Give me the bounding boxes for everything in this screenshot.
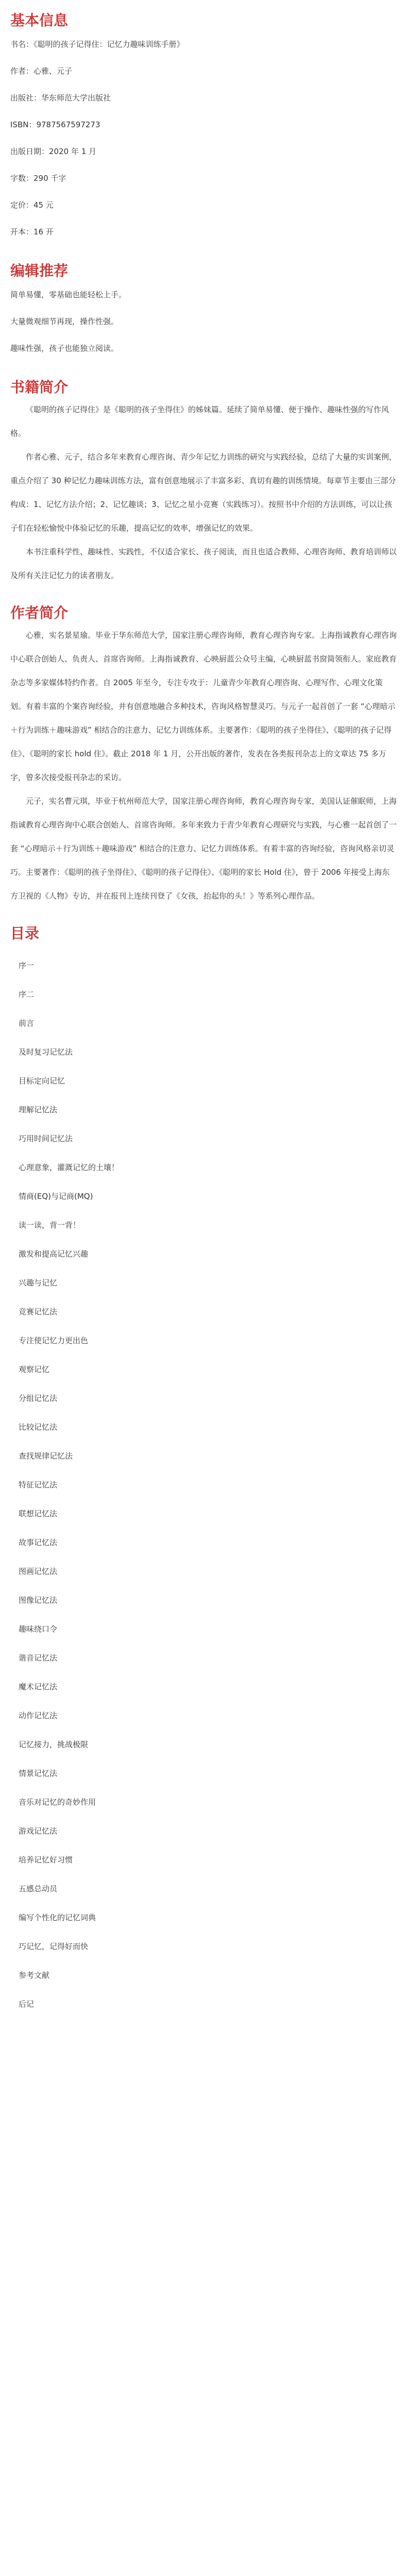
toc-item[interactable]: 故事记忆法 [19,1538,58,1547]
intro-paragraph: 作者心雅、元子，结合多年来教育心理咨询、青少年记忆力训练的研究与实践经验，总结了大量的实训案例，重点介绍了 30 种记忆力趣味训练方法，富有创意地展示了丰富多彩、真切有趣的训练情境。每章节主要由三部分构成：1、记忆方法介绍；2、记忆趣谈；3、记忆之星小竞赛（实践练习）。按照书中介绍的方法训练，可以让孩子们在轻松愉悦中体验记忆的乐趣，提高记忆的效率，增强记忆的效果。 [10,452,397,533]
toc-item[interactable]: 激发和提高记忆兴趣 [19,1249,89,1259]
word-count-line: 字数：290 千字 [10,174,66,183]
author-paragraph: 元子，实名曹元琪，毕业于杭州师范大学，国家注册心理咨询师，教育心理咨询专家，美国认证催眠师，上海指诚教育心理咨询中心联合创始人、首席咨询师。多年来致力于青少年教育心理研究与实践，与心雅一起首创了一套 “心理暗示＋行为训练＋趣味游戏” 相结合的注意力、记忆力训练体系。有着丰富的咨询经验，咨询风格亲切灵巧。主要著作：《聪明的孩子坐得住》、《聪明的孩子记得住》、《聪明的家长 Hold 住》，曾于 2006 年接受上海东方卫视的《人物》专访，并在报刊上连续刊登了《女孩，抬起你的头！》等系列心理作品。 [10,796,397,901]
toc-item[interactable]: 心理意象，灌溉记忆的土壤！ [19,1163,120,1172]
toc-item[interactable]: 动作记忆法 [19,1711,58,1720]
toc-item[interactable]: 比较记忆法 [19,1422,58,1432]
price-line: 定价：45 元 [10,200,54,210]
basic-info-section [10,10,397,245]
book-intro-heading: 书籍简介 [10,379,69,396]
toc-item[interactable]: 专注使记忆力更出色 [19,1336,89,1345]
toc-item[interactable]: 参考文献 [19,1971,50,1980]
toc-item[interactable]: 目标定向记忆 [19,1076,65,1086]
toc-item[interactable]: 特征记忆法 [19,1480,58,1489]
toc-item[interactable]: 竞赛记忆法 [19,1307,58,1316]
intro-paragraph: 本书注重科学性、趣味性、实践性，不仅适合家长、孩子阅读，而且也适合教师、心理咨询师、教育培训师以及所有关注记忆力的读者朋友。 [10,547,397,580]
toc-item[interactable]: 五感总动员 [19,1884,58,1893]
toc-item[interactable]: 巧用时间记忆法 [19,1134,73,1143]
publisher-line: 出版社：华东师范大学出版社 [10,93,111,103]
toc-item[interactable]: 后记 [19,1999,35,2009]
toc-item[interactable]: 游戏记忆法 [19,1826,58,1836]
toc-item[interactable]: 图像记忆法 [19,1596,58,1605]
toc-section [10,923,397,2019]
toc-item[interactable]: 图画记忆法 [19,1567,58,1576]
page [0,10,407,2019]
toc-heading: 目录 [10,925,40,942]
toc-item[interactable]: 趣味绕口令 [19,1624,58,1634]
toc-item[interactable]: 情商(EQ)与记商(MQ) [19,1192,93,1201]
toc-item[interactable]: 前言 [19,1019,35,1028]
toc-item[interactable]: 魔术记忆法 [19,1682,58,1691]
author-intro-section [10,603,397,908]
toc-item[interactable]: 情景记忆法 [19,1769,58,1778]
toc-item[interactable]: 谐音记忆法 [19,1653,58,1663]
toc-item[interactable]: 序二 [19,990,35,999]
editor-recommend-heading: 编辑推荐 [10,262,69,279]
toc-item[interactable]: 记忆接力，挑战极限 [19,1740,89,1749]
format-line: 开本：16 开 [10,227,54,236]
recommend-line: 简单易懂，零基础也能轻松上手。 [10,290,127,299]
book-intro-section [10,377,397,587]
editor-recommend-section [10,261,397,362]
publish-date-line: 出版日期：2020 年 1 月 [10,147,97,156]
basic-info-heading: 基本信息 [10,12,69,29]
book-title-line: 书名：《聪明的孩子记得住：记忆力趣味训练手册》 [10,40,184,49]
toc-item[interactable]: 查找规律记忆法 [19,1451,73,1461]
toc-item[interactable]: 理解记忆法 [19,1105,58,1114]
intro-paragraph: 《聪明的孩子记得住》是《聪明的孩子坐得住》的姊妹篇。延续了简单易懂、便于操作、趣味性强的写作风格。 [10,405,389,438]
recommend-line: 趣味性强，孩子也能独立阅读。 [10,344,119,353]
recommend-line: 大量微观细节再现，操作性强。 [10,317,119,326]
author-intro-heading: 作者简介 [10,604,69,621]
toc-item[interactable]: 培养记忆好习惯 [19,1855,73,1865]
toc-item[interactable]: 观察记忆 [19,1365,50,1374]
author-line: 作者：心雅、元子 [10,66,73,76]
author-paragraph: 心雅，实名景星瑜。毕业于华东师范大学，国家注册心理咨询师，教育心理咨询专家。上海指诚教育心理咨询中心联合创始人、负责人、首席咨询师。上海指诚教育、心映厨蓝公众号主编，心映厨蓝书窗简领衔人。家庭教育杂志等多家媒体特约作者。自 2005 年至今，专注专攻于：儿童青少年教育心理咨询、心理写作、心理文化策划。有着丰富的个案咨询经验，并有创意地融合多种技术，咨询风格智慧灵巧。与元子一起首创了一套 “心理暗示＋行为训练＋趣味游戏” 相结合的注意力、记忆力训练体系。主要著作：《聪明的孩子坐得住》、《聪明的孩子记得住》、《聪明的家长 hold 住》。截止 2018 年 1 月，公开出版的著作，发表在各类报刊杂志上的文章达 75 多万字，曾多次接受报刊杂志的采访。 [10,631,397,782]
toc-item[interactable]: 序一 [19,961,35,970]
toc-item[interactable]: 分组记忆法 [19,1394,58,1403]
toc-item[interactable]: 兴趣与记忆 [19,1278,58,1287]
toc-item[interactable]: 读一读，背一背！ [19,1221,81,1230]
toc-item[interactable]: 巧记忆，记得好而快 [19,1942,89,1951]
toc-item[interactable]: 音乐对记忆的奇妙作用 [19,1798,96,1807]
isbn-line: ISBN：9787567597273 [10,120,100,129]
toc-item[interactable]: 编写个性化的记忆词典 [19,1913,96,1922]
toc-list [10,951,397,2019]
toc-item[interactable]: 联想记忆法 [19,1509,58,1518]
toc-item[interactable]: 及时复习记忆法 [19,1047,73,1057]
